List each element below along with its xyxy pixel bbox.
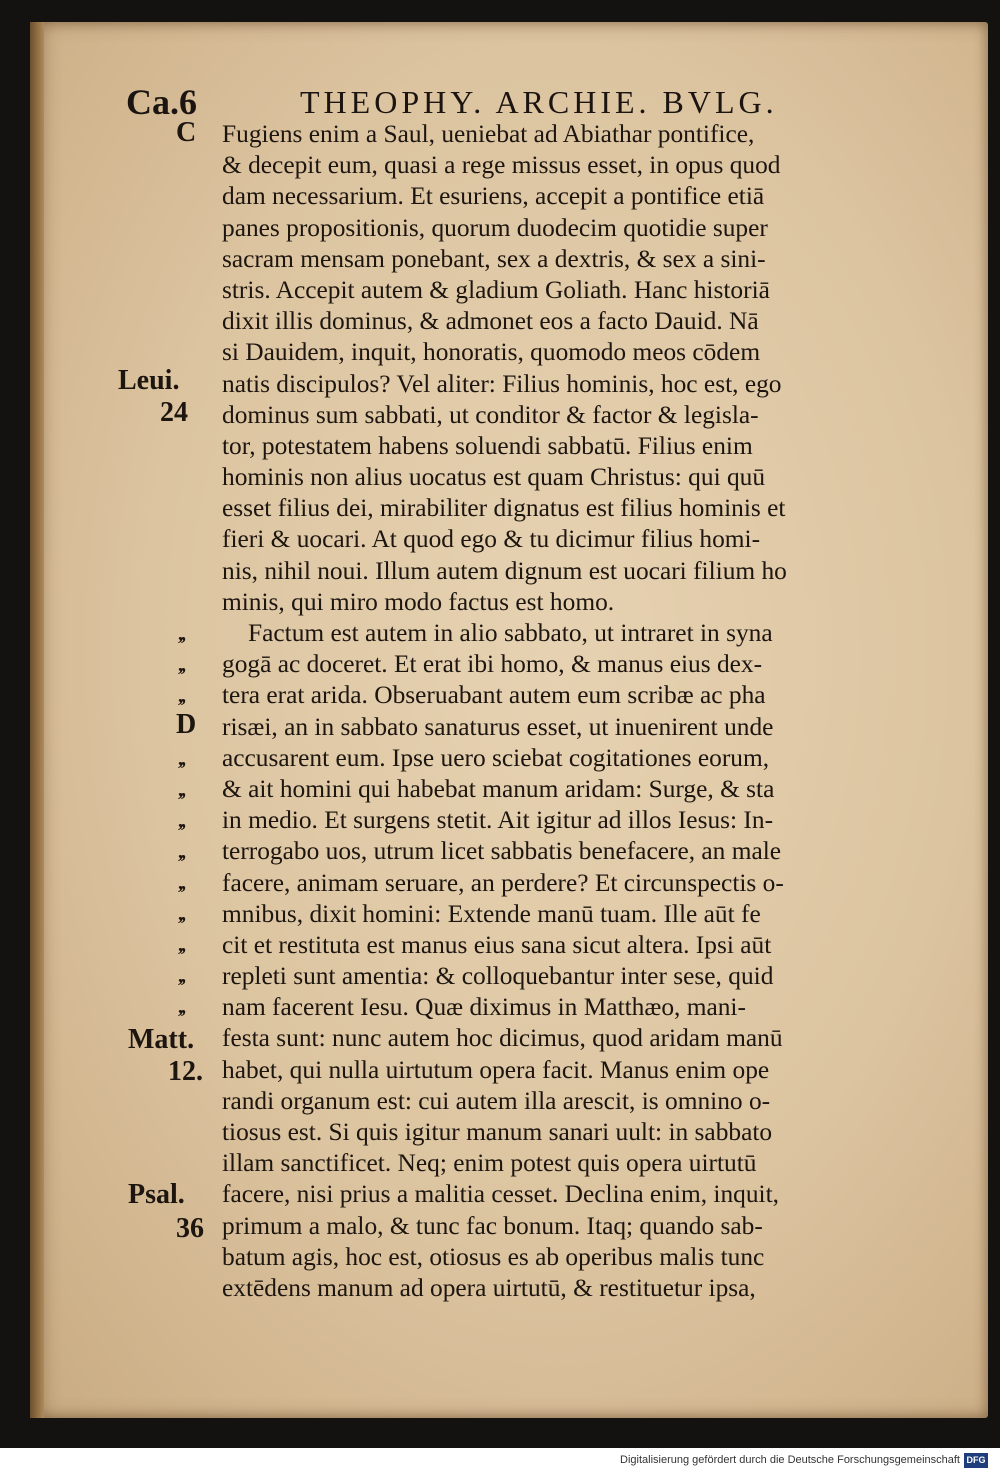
text-line: facere, animam seruare, an perdere? Et circunspectis o- [222, 868, 784, 897]
text-line: Factum est autem in alio sabbato, ut intraret in syna [248, 619, 773, 647]
text-line: & decepit eum, quasi a rege missus esset, in opus quod [222, 151, 781, 180]
margin-psal: Psal. [128, 1179, 185, 1210]
funding-credit: Digitalisierung gefördert durch die Deutsche Forschungsgemeinschaft [620, 1454, 960, 1466]
margin-psal-num: 36 [176, 1213, 204, 1244]
text-line: facere, nisi prius a malitia cesset. Declina enim, inquit, [222, 1180, 779, 1209]
quote-mark: ,, [178, 654, 184, 676]
text-line: dam necessarium. Et esuriens, accepit a pontifice etiā [222, 182, 765, 211]
footer-bar [0, 1448, 1000, 1474]
text-line: dominus sum sabbati, ut conditor & factor & legisla- [222, 400, 759, 429]
text-line: Fugiens enim a Saul, ueniebat ad Abiathar pontifice, [222, 120, 755, 148]
margin-leui-num: 24 [160, 397, 188, 428]
quote-mark: ,, [178, 996, 184, 1018]
text-line: esset filius dei, mirabiliter dignatus est filius hominis et [222, 494, 786, 523]
text-line: stris. Accepit autem & gladium Goliath. Hanc historiā [222, 275, 770, 304]
quote-mark: ,, [178, 841, 184, 863]
dfg-logo-icon: DFG [964, 1453, 988, 1468]
text-line: hominis non alius uocatus est quam Christus: qui quū [222, 463, 766, 492]
text-line: randi organum est: cui autem illa arescit, is omnino o- [222, 1086, 771, 1115]
page-gutter [30, 22, 44, 1418]
text-line: accusarent eum. Ipse uero sciebat cogitationes eorum, [222, 743, 770, 772]
margin-leui: Leui. [118, 365, 180, 396]
margin-section-d: D [176, 709, 197, 740]
text-line: risæi, an in sabbato sanaturus esset, ut inuenirent unde [222, 712, 774, 741]
text-line: tiosus est. Si quis igitur manum sanari uult: in sabbato [222, 1118, 773, 1146]
text-line: dixit illis dominus, & admonet eos a facto Dauid. Nā [222, 307, 759, 336]
running-title: THEOPHY. ARCHIE. BVLG. [300, 84, 778, 120]
chapter-number: Ca.6 [126, 82, 197, 122]
text-line: natis discipulos? Vel aliter: Filius hominis, hoc est, ego [222, 369, 782, 398]
text-line: sacram mensam ponebant, sex a dextris, & sex a sini- [222, 244, 766, 273]
quote-mark: ,, [178, 934, 184, 956]
quote-mark: ,, [178, 685, 184, 707]
text-line: festa sunt: nunc autem hoc dicimus, quod aridam manū [222, 1024, 783, 1053]
text-line: cit et restituta est manus eius sana sicut altera. Ipsi aūt [222, 930, 772, 959]
quote-mark: ,, [178, 872, 184, 894]
quote-mark: ,, [178, 965, 184, 987]
text-line: habet, qui nulla uirtutum opera facit. Manus enim ope [222, 1055, 770, 1084]
text-line: panes propositionis, quorum duodecim quotidie super [222, 213, 768, 242]
text-line: primum a malo, & tunc fac bonum. Itaq; quando sab- [222, 1211, 763, 1240]
quote-mark: ,, [178, 748, 184, 770]
margin-matt-num: 12. [168, 1056, 203, 1087]
main-text-block [222, 119, 922, 1304]
quote-mark: ,, [178, 623, 184, 645]
text-line: mnibus, dixit homini: Extende manū tuam. Ille aūt fe [222, 899, 761, 928]
text-line: repleti sunt amentia: & colloquebantur inter sese, quid [222, 962, 774, 991]
text-line: fieri & uocari. At quod ego & tu dicimur filius homi- [222, 525, 761, 554]
margin-matt: Matt. [128, 1024, 195, 1055]
text-line: in medio. Et surgens stetit. Ait igitur ad illos Iesus: In- [222, 806, 774, 835]
text-line: terrogabo uos, utrum licet sabbatis benefacere, an male [222, 837, 782, 866]
quote-mark: ,, [178, 810, 184, 832]
text-line: extēdens manum ad opera uirtutū, & restituetur ipsa, [222, 1273, 756, 1302]
text-line: tor, potestatem habens soluendi sabbatū. Filius enim [222, 431, 753, 460]
text-line: tera erat arida. Obseruabant autem eum scribæ ac pha [222, 681, 766, 710]
text-line: batum agis, hoc est, otiosus es ab operibus malis tunc [222, 1242, 765, 1271]
quote-mark: ,, [178, 779, 184, 801]
page-header [0, 80, 1000, 124]
text-line: si Dauidem, inquit, honoratis, quomodo meos cōdem [222, 338, 761, 367]
text-line: gogā ac doceret. Et erat ibi homo, & manus eius dex- [222, 650, 763, 679]
margin-section-c: C [176, 117, 197, 148]
text-line: nis, nihil noui. Illum autem dignum est uocari filium ho [222, 556, 787, 585]
text-line: nam facerent Iesu. Quæ diximus in Matthæo, mani- [222, 993, 746, 1022]
quote-mark: ,, [178, 903, 184, 925]
text-line: & ait homini qui habebat manum aridam: Surge, & sta [222, 774, 775, 803]
text-line: illam sanctificet. Neq; enim potest quis opera uirtutū [222, 1149, 757, 1178]
text-line: minis, qui miro modo factus est homo. [222, 587, 615, 616]
